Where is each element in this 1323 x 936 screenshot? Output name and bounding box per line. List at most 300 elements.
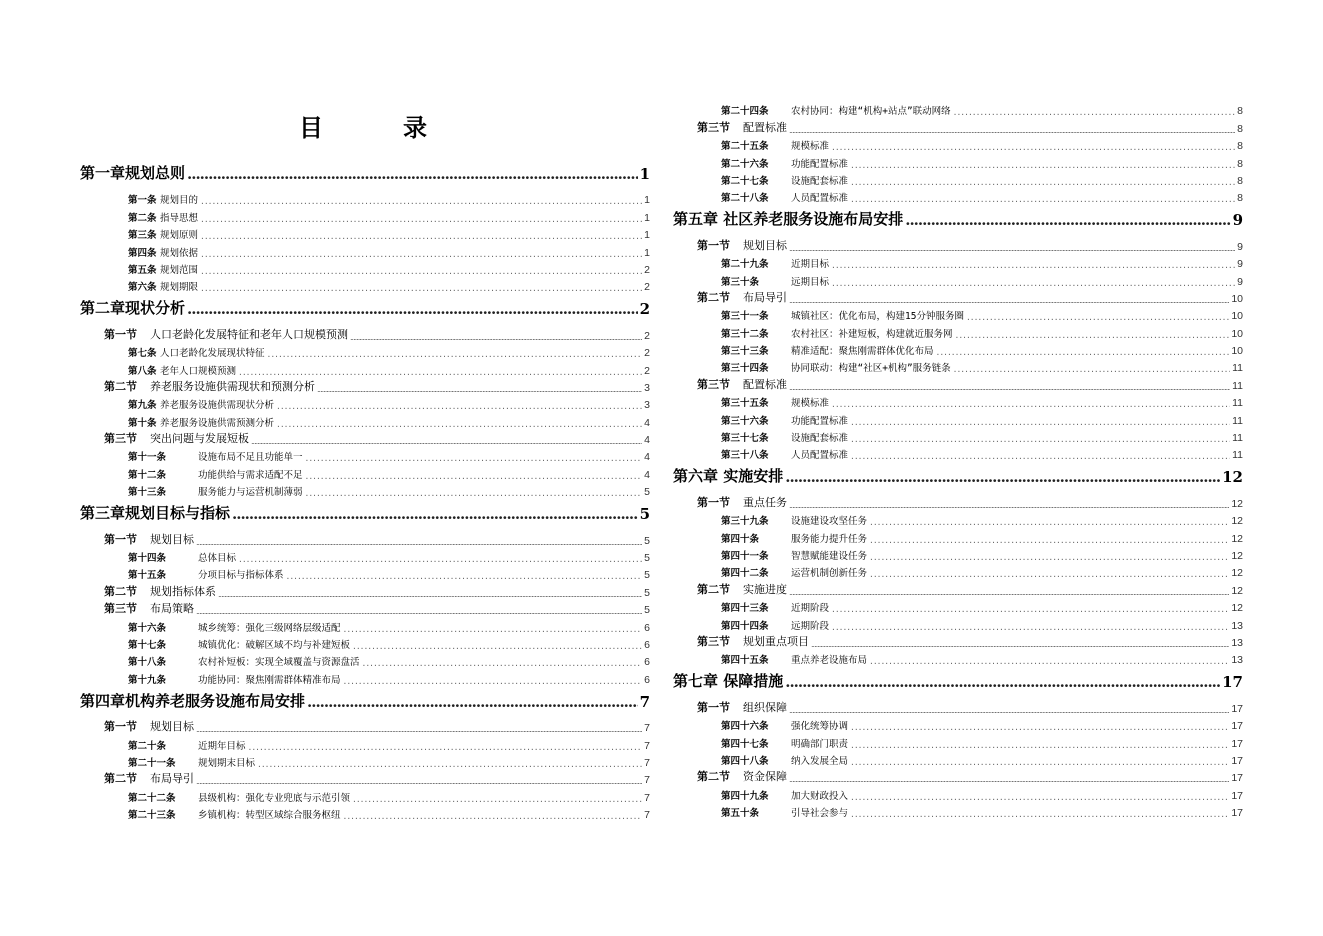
toc-entry-label: [128, 262, 198, 276]
toc-entry-title: 远期阶段: [791, 620, 830, 632]
toc-entry-label: [128, 738, 246, 752]
toc-entry-title: 分项目标与指标体系: [198, 570, 284, 582]
toc-chapter-entry[interactable]: [673, 207, 1243, 235]
toc-entry-number: 第三节: [697, 377, 730, 391]
toc-entry-number: 第十四条: [128, 553, 167, 565]
toc-entry-label: [697, 633, 809, 649]
toc-article-entry[interactable]: [80, 564, 650, 581]
toc-article-entry[interactable]: [80, 359, 650, 376]
toc-entry-label: [128, 654, 360, 668]
toc-entry-title: 规划期限: [160, 282, 199, 294]
dot-leader: [789, 383, 1230, 392]
toc-article-entry[interactable]: [673, 100, 1243, 117]
toc-section-entry[interactable]: [80, 769, 650, 786]
toc-section-entry[interactable]: [80, 324, 650, 341]
toc-entry-number: 第一节: [697, 495, 730, 509]
toc-page-number: 7: [639, 692, 650, 711]
toc-page-number: 8: [1237, 122, 1243, 135]
toc-entry-number: 第四条: [128, 247, 157, 259]
dot-leader: [789, 126, 1235, 135]
toc-entry-number: 第三十六条: [721, 415, 769, 427]
toc-entry-title: 布局导引: [743, 290, 787, 304]
toc-entry-title: 农村社区：补建短板，构建就近服务网: [791, 328, 953, 340]
toc-entry-label: [721, 395, 829, 409]
toc-entry-label: [128, 245, 198, 259]
dot-leader: [305, 489, 643, 498]
toc-entry-number: 第十一条: [128, 452, 167, 464]
toc-entry-title: 老年人口规模预测: [160, 365, 237, 377]
toc-article-entry[interactable]: [673, 614, 1243, 631]
toc-entry-number: 第三节: [697, 120, 730, 134]
toc-article-entry[interactable]: [673, 427, 1243, 444]
toc-entry-label: [697, 494, 787, 510]
toc-page-number: 7: [644, 739, 650, 752]
toc-entry-title: 规模标准: [791, 141, 830, 153]
toc-section-entry[interactable]: [673, 579, 1243, 596]
toc-section-entry[interactable]: [673, 374, 1243, 391]
dot-leader: [276, 402, 642, 411]
toc-entry-title: 规划目的: [160, 195, 199, 207]
toc-entry-title: 农村协同：构建“机构+站点”联动网络: [791, 106, 951, 118]
toc-article-entry[interactable]: [673, 802, 1243, 819]
toc-article-entry[interactable]: [673, 170, 1243, 187]
toc-article-entry[interactable]: [80, 634, 650, 651]
toc-page-number: 17: [1231, 754, 1243, 767]
toc-article-entry[interactable]: [80, 734, 650, 751]
dot-leader: [305, 472, 643, 481]
toc-entry-number: 第二十一条: [128, 757, 176, 769]
dot-leader: [789, 588, 1229, 597]
dot-leader: [238, 555, 642, 564]
toc-entry-title: 布局导引: [150, 772, 194, 786]
toc-page-number: 11: [1232, 449, 1243, 462]
toc-entry-label: [721, 618, 829, 632]
toc-entry-number: 第一节: [697, 238, 730, 252]
toc-page-number: 6: [644, 673, 650, 686]
toc-entry-number: 第三十九条: [721, 516, 769, 528]
toc-article-entry[interactable]: [80, 481, 650, 498]
toc-article-entry[interactable]: [80, 446, 650, 463]
toc-page-number: 11: [1232, 362, 1243, 375]
toc-entry-title: 布局策略: [150, 602, 194, 616]
toc-article-entry[interactable]: [673, 562, 1243, 579]
toc-entry-label: [104, 770, 194, 786]
toc-entry-label: [721, 430, 848, 444]
dot-leader: [362, 659, 643, 668]
toc-entry-number: 第五条: [128, 264, 157, 276]
dot-leader: [869, 536, 1229, 545]
toc-entry-label: [128, 484, 303, 498]
toc-entry-title: 规划目标: [150, 532, 194, 546]
toc-page-number: 13: [1231, 654, 1243, 667]
toc-entry-label: [128, 672, 341, 686]
dot-leader: [187, 165, 638, 183]
toc-left-column: [80, 158, 650, 821]
dot-leader: [276, 420, 642, 429]
toc-entry-number: 第二节: [697, 770, 730, 784]
toc-entry-number: 第四十五条: [721, 655, 769, 667]
toc-page-number: 11: [1232, 414, 1243, 427]
toc-page-number: 5: [644, 569, 650, 582]
toc-entry-label: [721, 256, 829, 270]
toc-page-number: 8: [1237, 140, 1243, 153]
toc-entry-number: 第二节: [697, 582, 730, 596]
toc-page-number: 13: [1231, 619, 1243, 632]
toc-article-entry[interactable]: [673, 649, 1243, 666]
toc-entry-number: 第二十七条: [721, 175, 769, 187]
toc-entry-title: 设施配套标准: [791, 433, 849, 445]
toc-section-entry[interactable]: [673, 235, 1243, 252]
toc-entry-number: 第四十条: [721, 533, 760, 545]
toc-entry-label: [128, 192, 198, 206]
toc-article-entry[interactable]: [80, 752, 650, 769]
toc-entry-number: 第三十三条: [721, 346, 769, 358]
toc-entry-title: 城乡统筹：强化三级网络层级适配: [198, 622, 341, 634]
toc-article-entry[interactable]: [673, 152, 1243, 169]
toc-page-number: 12: [1231, 602, 1243, 615]
toc-section-entry[interactable]: [673, 767, 1243, 784]
toc-section-entry[interactable]: [673, 288, 1243, 305]
toc-entry-number: 第二十二条: [128, 792, 176, 804]
toc-section-entry[interactable]: [80, 581, 650, 598]
toc-entry-number: 第二十八条: [721, 193, 769, 205]
toc-article-entry[interactable]: [673, 305, 1243, 322]
dot-leader: [785, 673, 1220, 691]
toc-entry-number: 第四十六条: [721, 721, 769, 733]
toc-entry-number: 第三十一条: [721, 311, 769, 323]
dot-leader: [789, 775, 1229, 784]
toc-entry-label: [128, 550, 236, 564]
toc-article-entry[interactable]: [673, 322, 1243, 339]
toc-entry-label: [104, 531, 194, 547]
toc-page-number: 5: [644, 586, 650, 599]
toc-article-entry[interactable]: [80, 804, 650, 821]
dot-leader: [905, 211, 1230, 229]
dot-leader: [789, 244, 1235, 253]
toc-page-number: 3: [644, 399, 650, 412]
toc-entry-number: 第二十六条: [721, 158, 769, 170]
toc-entry-number: 第一节: [697, 700, 730, 714]
toc-article-entry[interactable]: [673, 409, 1243, 426]
toc-entry-title: 运营机制创新任务: [791, 568, 868, 580]
toc-article-entry[interactable]: [80, 786, 650, 803]
toc-entry-title: 养老服务设施供需现状和预测分析: [150, 379, 315, 393]
toc-entry-number: 第三十条: [721, 276, 760, 288]
toc-entry-label: [128, 467, 303, 481]
toc-entry-label: [721, 652, 867, 666]
toc-page-number: 8: [1237, 174, 1243, 187]
toc-entry-label: [128, 637, 350, 651]
toc-chapter-entry[interactable]: [80, 296, 650, 324]
toc-article-entry[interactable]: [80, 224, 650, 241]
toc-entry-number: 第五十条: [721, 808, 760, 820]
dot-leader: [850, 418, 1230, 427]
toc-page-number: 12: [1222, 468, 1243, 487]
toc-page-number: 9: [1237, 258, 1243, 271]
toc-entry-number: 第二节: [697, 290, 730, 304]
toc-entry-title: 功能协同：聚焦刚需群体精准布局: [198, 674, 341, 686]
dot-leader: [286, 572, 643, 581]
toc-entry-label: [721, 805, 848, 819]
toc-entry-title: 重点养老设施布局: [791, 655, 868, 667]
toc-article-entry[interactable]: [673, 732, 1243, 749]
dot-leader: [811, 640, 1229, 649]
dot-leader: [352, 795, 642, 804]
toc-page-number: 11: [1232, 379, 1243, 392]
toc-entry-number: 第十七条: [128, 639, 167, 651]
toc-article-entry[interactable]: [673, 135, 1243, 152]
toc-entry-title: 配置标准: [743, 377, 787, 391]
toc-page-number: 11: [1232, 397, 1243, 410]
toc-page-number: 7: [644, 774, 650, 787]
dot-leader: [248, 743, 643, 752]
toc-page-number: 7: [644, 756, 650, 769]
toc-article-entry[interactable]: [673, 340, 1243, 357]
toc-page-number: 12: [1231, 497, 1243, 510]
toc-page-number: 5: [644, 534, 650, 547]
toc-entry-label: [128, 210, 198, 224]
toc-page-number: 17: [1231, 807, 1243, 820]
toc-entry-title: 近期目标: [791, 259, 830, 271]
toc-entry-label: [104, 326, 348, 342]
toc-entry-number: 第十八条: [128, 657, 167, 669]
toc-article-entry[interactable]: [673, 510, 1243, 527]
toc-article-entry[interactable]: [80, 206, 650, 223]
dot-leader: [869, 570, 1229, 579]
toc-page-number: 17: [1222, 673, 1243, 692]
toc-entry-label: 第二章现状分析: [80, 299, 186, 318]
toc-entry-title: 资金保障: [743, 770, 787, 784]
toc-chapter-entry[interactable]: [80, 501, 650, 529]
dot-leader: [869, 657, 1229, 666]
toc-entry-label: [128, 363, 236, 377]
toc-article-entry[interactable]: [673, 270, 1243, 287]
toc-entry-number: 第二十五条: [721, 141, 769, 153]
toc-entry-label: [697, 237, 787, 253]
toc-entry-label: [128, 279, 198, 293]
toc-entry-title: 规划原则: [160, 230, 199, 242]
toc-article-entry[interactable]: [80, 276, 650, 293]
toc-entry-number: 第三节: [104, 432, 137, 446]
toc-entry-label: [721, 360, 951, 374]
toc-section-entry[interactable]: [673, 632, 1243, 649]
toc-section-entry[interactable]: [673, 117, 1243, 134]
dot-leader: [267, 350, 643, 359]
toc-article-entry[interactable]: [673, 784, 1243, 801]
toc-page-number: 10: [1231, 292, 1243, 305]
toc-entry-label: [128, 567, 284, 581]
toc-entry-number: 第三十七条: [721, 433, 769, 445]
dot-leader: [196, 607, 642, 616]
toc-page-number: 2: [644, 347, 650, 360]
toc-entry-label: [721, 343, 934, 357]
toc-page-number: 12: [1231, 532, 1243, 545]
toc-chapter-entry[interactable]: [80, 161, 650, 189]
toc-entry-title: 人员配置标准: [791, 193, 849, 205]
dot-leader: [831, 261, 1235, 270]
toc-article-entry[interactable]: [673, 545, 1243, 562]
toc-entry-label: [721, 274, 829, 288]
toc-entry-number: 第一节: [104, 720, 137, 734]
toc-page-number: 5: [644, 486, 650, 499]
toc-entry-title: 人口老龄化发展现状特征: [160, 348, 265, 360]
toc-section-entry[interactable]: [673, 492, 1243, 509]
toc-article-entry[interactable]: [80, 463, 650, 480]
toc-entry-title: 人员配置标准: [791, 450, 849, 462]
dot-leader: [196, 538, 642, 547]
toc-entry-number: 第三十五条: [721, 398, 769, 410]
toc-entry-label: [128, 620, 341, 634]
toc-article-entry[interactable]: [673, 253, 1243, 270]
toc-article-entry[interactable]: [80, 411, 650, 428]
toc-entry-number: 第四十二条: [721, 568, 769, 580]
toc-article-entry[interactable]: [80, 342, 650, 359]
toc-entry-title: 近期阶段: [791, 603, 830, 615]
toc-entry-title: 养老服务设施供需预测分析: [160, 417, 275, 429]
toc-entry-label: [697, 699, 787, 715]
toc-entry-number: 第六条: [128, 282, 157, 294]
toc-entry-label: 第六章 实施安排: [673, 467, 784, 486]
toc-entry-label: [128, 345, 265, 359]
toc-entry-label: [721, 447, 848, 461]
toc-page-number: 17: [1231, 737, 1243, 750]
toc-page-number: 1: [639, 165, 650, 183]
toc-section-entry[interactable]: [80, 377, 650, 394]
toc-section-entry[interactable]: [673, 697, 1243, 714]
toc-article-entry[interactable]: [673, 187, 1243, 204]
toc-entry-label: [104, 430, 249, 446]
toc-article-entry[interactable]: [673, 357, 1243, 374]
toc-entry-label: [697, 119, 787, 135]
toc-article-entry[interactable]: [80, 651, 650, 668]
toc-page-number: 9: [1237, 275, 1243, 288]
toc-section-entry[interactable]: [80, 429, 650, 446]
toc-article-entry[interactable]: [80, 259, 650, 276]
toc-page-number: 12: [1231, 584, 1243, 597]
toc-page-number: 2: [639, 300, 650, 319]
toc-article-entry[interactable]: [80, 241, 650, 258]
dot-leader: [352, 642, 642, 651]
toc-entry-number: 第十二条: [128, 469, 167, 481]
toc-entry-number: 第三条: [128, 230, 157, 242]
toc-page-number: 9: [1237, 240, 1243, 253]
toc-entry-number: 第三节: [697, 634, 730, 648]
toc-entry-label: [104, 583, 216, 599]
toc-entry-title: 总体目标: [198, 553, 237, 565]
toc-article-entry[interactable]: [80, 668, 650, 685]
toc-entry-title: 规划依据: [160, 247, 199, 259]
toc-entry-number: 第四十三条: [721, 603, 769, 615]
dot-leader: [850, 195, 1235, 204]
dot-leader: [350, 333, 642, 342]
dot-leader: [850, 793, 1229, 802]
toc-article-entry[interactable]: [673, 527, 1243, 544]
toc-entry-number: 第二十四条: [721, 106, 769, 118]
toc-entry-label: [721, 413, 848, 427]
toc-entry-number: 第七条: [128, 348, 157, 360]
toc-entry-title: 人口老龄化发展特征和老年人口规模预测: [150, 327, 348, 341]
toc-entry-title: 设施布局不足且功能单一: [198, 452, 303, 464]
toc-article-entry[interactable]: [80, 547, 650, 564]
toc-article-entry[interactable]: [80, 616, 650, 633]
toc-entry-label: [721, 308, 964, 322]
dot-leader: [850, 758, 1229, 767]
dot-leader: [850, 452, 1230, 461]
toc-entry-number: 第三节: [104, 602, 137, 616]
toc-page-number: 10: [1231, 327, 1243, 340]
toc-entry-number: 第四十八条: [721, 755, 769, 767]
toc-chapter-entry[interactable]: [673, 669, 1243, 697]
toc-article-entry[interactable]: [673, 392, 1243, 409]
toc-entry-label: 第四章机构养老服务设施布局安排: [80, 691, 306, 710]
dot-leader: [200, 250, 642, 259]
toc-page-number: 3: [644, 381, 650, 394]
dot-leader: [196, 777, 642, 786]
dot-leader: [831, 623, 1229, 632]
toc-section-entry[interactable]: [80, 717, 650, 734]
dot-leader: [789, 706, 1229, 715]
toc-entry-title: 服务能力提升任务: [791, 533, 868, 545]
toc-page-number: 2: [644, 364, 650, 377]
toc-article-entry[interactable]: [80, 189, 650, 206]
toc-entry-title: 规划重点项目: [743, 634, 809, 648]
toc-entry-label: [697, 376, 787, 392]
toc-entry-number: 第四十七条: [721, 738, 769, 750]
toc-entry-title: 实施进度: [743, 582, 787, 596]
toc-entry-title: 突出问题与发展短板: [150, 432, 249, 446]
toc-entry-number: 第四十一条: [721, 550, 769, 562]
toc-article-entry[interactable]: [673, 715, 1243, 732]
toc-entry-number: 第一节: [104, 532, 137, 546]
toc-page-number: 4: [644, 451, 650, 464]
toc-page-number: 4: [644, 434, 650, 447]
toc-entry-title: 功能供给与需求适配不足: [198, 469, 303, 481]
toc-page-number: 4: [644, 416, 650, 429]
toc-page-number: 2: [644, 263, 650, 276]
toc-page-number: 6: [644, 621, 650, 634]
toc-page-number: 6: [644, 656, 650, 669]
dot-leader: [955, 331, 1230, 340]
toc-entry-title: 农村补短板：实现全域覆盖与资源盘活: [198, 657, 360, 669]
toc-entry-title: 规划指标体系: [150, 584, 216, 598]
toc-article-entry[interactable]: [673, 597, 1243, 614]
toc-entry-label: [721, 565, 867, 579]
toc-entry-number: 第二条: [128, 212, 157, 224]
toc-entry-number: 第八条: [128, 365, 157, 377]
toc-section-entry[interactable]: [80, 599, 650, 616]
toc-entry-label: [721, 138, 829, 152]
toc-article-entry[interactable]: [673, 444, 1243, 461]
toc-entry-title: 设施建设攻坚任务: [791, 516, 868, 528]
toc-entry-label: [721, 513, 867, 527]
toc-chapter-entry[interactable]: [673, 464, 1243, 492]
toc-entry-number: 第四十九条: [721, 790, 769, 802]
toc-entry-label: 第七章 保障措施: [673, 672, 784, 691]
dot-leader: [966, 313, 1229, 322]
toc-entry-label: [128, 415, 274, 429]
toc-article-entry[interactable]: [673, 750, 1243, 767]
dot-leader: [850, 723, 1229, 732]
toc-section-entry[interactable]: [80, 529, 650, 546]
dot-leader: [232, 505, 638, 523]
toc-entry-title: 精准适配：聚焦刚需群体优化布局: [791, 346, 934, 358]
toc-article-entry[interactable]: [80, 394, 650, 411]
toc-chapter-entry[interactable]: [80, 689, 650, 717]
toc-page-number: 7: [644, 809, 650, 822]
toc-entry-number: 第十六条: [128, 622, 167, 634]
toc-entry-title: 功能配置标准: [791, 158, 849, 170]
toc-entry-label: [721, 548, 867, 562]
